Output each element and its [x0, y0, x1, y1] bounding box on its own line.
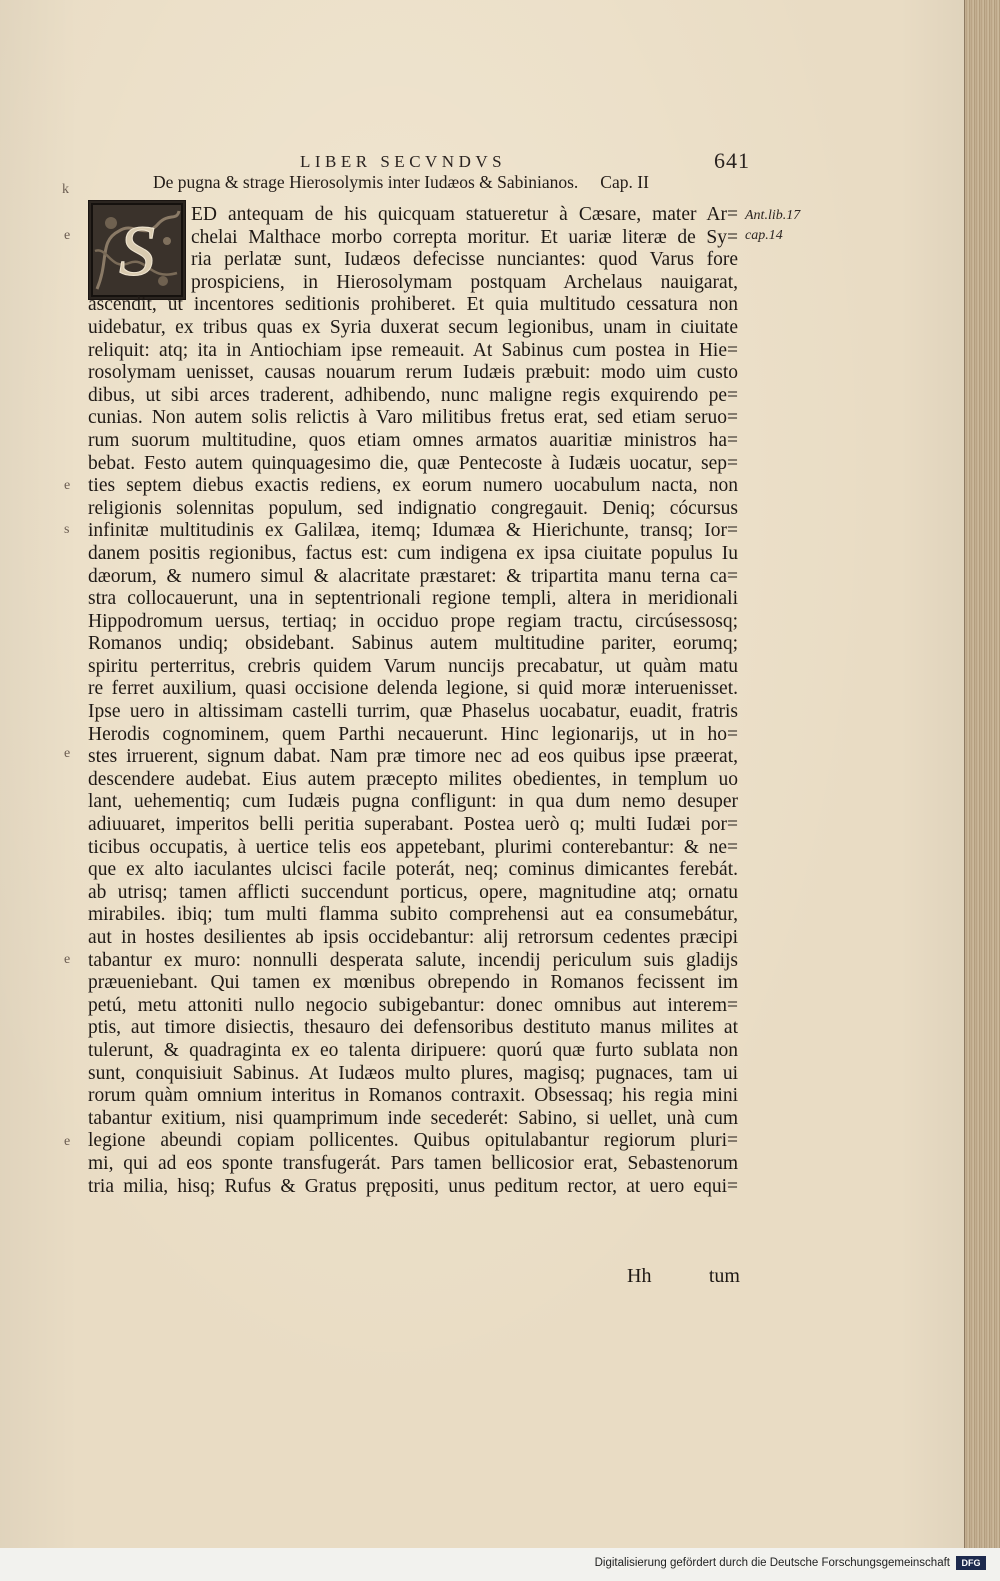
text-line: ED antequam de his quicquam statueretur à Cæsare, mater Ar=: [191, 204, 738, 225]
text-line: danem positis regionibus, factus est: cum indigena ex ipsa ciuitate populus Iu: [88, 542, 738, 564]
margin-mark: e: [64, 952, 71, 967]
text-line: ties septem diebus exactis rediens, ex eorum numero uocabulum nacta, non: [88, 475, 738, 497]
signature-mark: Hh: [627, 1265, 652, 1287]
margin-mark: k: [62, 182, 69, 197]
margin-mark: e: [64, 1134, 71, 1149]
text-line: stra collocauerunt, una in septentrionali regione templi, altera in meridionali: [88, 588, 738, 610]
text-line: ria perlatæ sunt, Iudæos defecisse nunciantes: quod Varus fore: [191, 249, 738, 271]
text-line: infinitæ multitudinis ex Galilæa, itemq; Idumæa & Hierichunte, transq; Ior=: [88, 520, 738, 542]
chapter-title: De pugna & strage Hierosolymis inter Iudæos & Sabinianos.: [153, 172, 579, 192]
margin-note-line-2: cap.14: [745, 228, 783, 243]
text-line: stes irruerent, signum dabat. Nam præ timore nec ad eos quibus ipse præerat,: [88, 746, 738, 768]
text-line: rum suorum multitudine, quos etiam omnes armatos auaritiæ ministros ha=: [88, 429, 738, 451]
text-line: rosolymam uenisset, causas nouarum rerum Iudæis præbuit: modo uim custo: [88, 362, 738, 384]
text-line: petú, metu attoniti nullo negocio subigebantur: donec omnibus aut interem=: [88, 994, 738, 1016]
page-edges: [964, 0, 1000, 1548]
body-text: [88, 204, 738, 1198]
footer-bar: [0, 1548, 1000, 1581]
chapter-heading: [153, 172, 713, 200]
text-line: mi, qui ad eos sponte transfugerát. Pars tamen bellicosior erat, Sebastenorum: [88, 1152, 738, 1174]
text-line: prospiciens, in Hierosolymam postquam Archelaus nauigarat,: [191, 271, 738, 293]
margin-mark: e: [64, 746, 71, 761]
text-line: spiritu perterritus, crebris quidem Varum nuncijs precabatur, ut quàm matu: [88, 655, 738, 677]
text-line: ab utrisq; tamen afflicti succendunt porticus, opere, magnitudine atq; ornatu: [88, 881, 738, 903]
initial-letter: S: [119, 211, 155, 291]
dfg-logo-icon: DFG: [956, 1556, 986, 1570]
text-line: aut in hostes desilientes ab ipsis occidebantur: alij retrorsum cedentes præcipi: [88, 927, 738, 948]
text-line: descendere audebat. Eius autem præcepto milites obedientes, in templum uo: [88, 768, 738, 790]
margin-mark: e: [64, 228, 71, 243]
text-line: bebat. Festo autem quinquagesimo die, quæ Pentecoste à Iudæis uocatur, sep=: [88, 452, 738, 474]
text-line: lant, uehementiq; cum Iudæis pugna confligunt: in qua dum nemo desuper: [88, 791, 738, 813]
text-line: Romanos undiq; obsidebant. Sabinus autem multitudine pariter, eorumq;: [88, 633, 738, 655]
margin-mark: e: [64, 478, 71, 493]
text-line: uidebatur, ex tribus quas ex Syria duxerat secum legionibus, unam in ciuitate: [88, 316, 738, 338]
text-line: præueniebant. Qui tamen ex mœnibus obrependo in Romanos fecissent im: [88, 972, 738, 994]
text-line: mirabiles. ibiq; tum multi flamma subito comprehensi aut ea consumebátur,: [88, 904, 738, 926]
text-line: tria milia, hisq; Rufus & Gratus prępositi, unus peditum rector, at uero equi=: [88, 1175, 738, 1197]
margin-note: [745, 206, 820, 246]
chapter-number: Cap. II: [600, 172, 649, 192]
text-line: ticibus occupatis, à uertice telis eos appetebant, plurimi conterebantur: & ne=: [88, 836, 738, 858]
text-line: Herodis cognominem, quem Parthi necauerunt. Hinc legionarijs, ut in ho=: [88, 723, 738, 745]
text-line: dibus, ut sibi arces traderent, adhibendo, nunc maligne regis exquirendo pe=: [88, 384, 738, 406]
text-line: cunias. Non autem solis relictis à Varo militibus fretus erat, sed etiam seruo=: [88, 407, 738, 429]
text-line: Ipse uero in altissimam castelli turrim, quæ Phaselus uocabatur, euadit, fratris: [88, 701, 738, 723]
text-line: tabantur exitium, nisi quamprimum inde secederét: Sabino, si uellet, unà cum: [88, 1107, 738, 1129]
text-line: adiuuaret, imperitos belli peritia superabant. Postea uerò q; multi Iudæi por=: [88, 814, 738, 836]
text-line: religionis solennitas populum, sed indignatio congregauit. Deniq; cócursus: [88, 497, 738, 519]
text-line: ptis, aut timore disiectis, thesauro dei defensoribus destituto manus milites at: [88, 1017, 738, 1039]
text-line: sunt, conquisiuit Sabinus. At Iudæos multo plures, magisq; pugnaces, tam ui: [88, 1062, 738, 1084]
text-line: re ferret auxilium, quasi occisione delenda legione, si quid moræ interuenisset.: [88, 678, 738, 700]
running-head-title: LIBER SECVNDVS: [300, 152, 507, 171]
text-line: tulerunt, & quadraginta ex eo talenta diripuere: quorú quæ furto sublata non: [88, 1039, 738, 1061]
text-line: legione abeundi copiam pollicentes. Quibus opitulabantur regiorum pluri=: [88, 1130, 738, 1152]
text-line: tabantur ex muro: nonnulli desperata salute, incendij periculum suis gladijs: [88, 949, 738, 971]
footer-credit: Digitalisierung gefördert durch die Deutsche Forschungsgemeinschaft: [594, 1557, 950, 1569]
text-line: que ex alto iaculantes ulcisci facile poterát, neq; cominus dimicantes ferebát.: [88, 859, 738, 881]
catchword: tum: [708, 1265, 740, 1287]
text-line: dæorum, & numero simul & alacritate præstaret: & tripartita manu terna ca=: [88, 565, 738, 587]
catchword-line: [622, 1265, 740, 1291]
page-number: 641: [714, 148, 750, 173]
text-line: reliquit: atq; ita in Antiochiam ipse remeauit. At Sabinus cum postea in Hie=: [88, 339, 738, 361]
text-line: chelai Malthace morbo correpta moritur. Et uariæ literæ de Sy=: [191, 226, 738, 248]
text-line: ascendit, ut incentores seditionis prohiberet. Et quia multitudo cessatura non: [88, 294, 738, 316]
margin-mark: s: [64, 522, 70, 537]
text-line: Hippodromum uersus, tertiaq; in occiduo prope regiam tractu, circúsessosq;: [88, 610, 738, 632]
margin-note-line-1: Ant.lib.17: [745, 208, 801, 223]
text-line: rorum quàm omnium interitus in Romanos contraxit. Obsessaq; his regia mini: [88, 1085, 738, 1107]
